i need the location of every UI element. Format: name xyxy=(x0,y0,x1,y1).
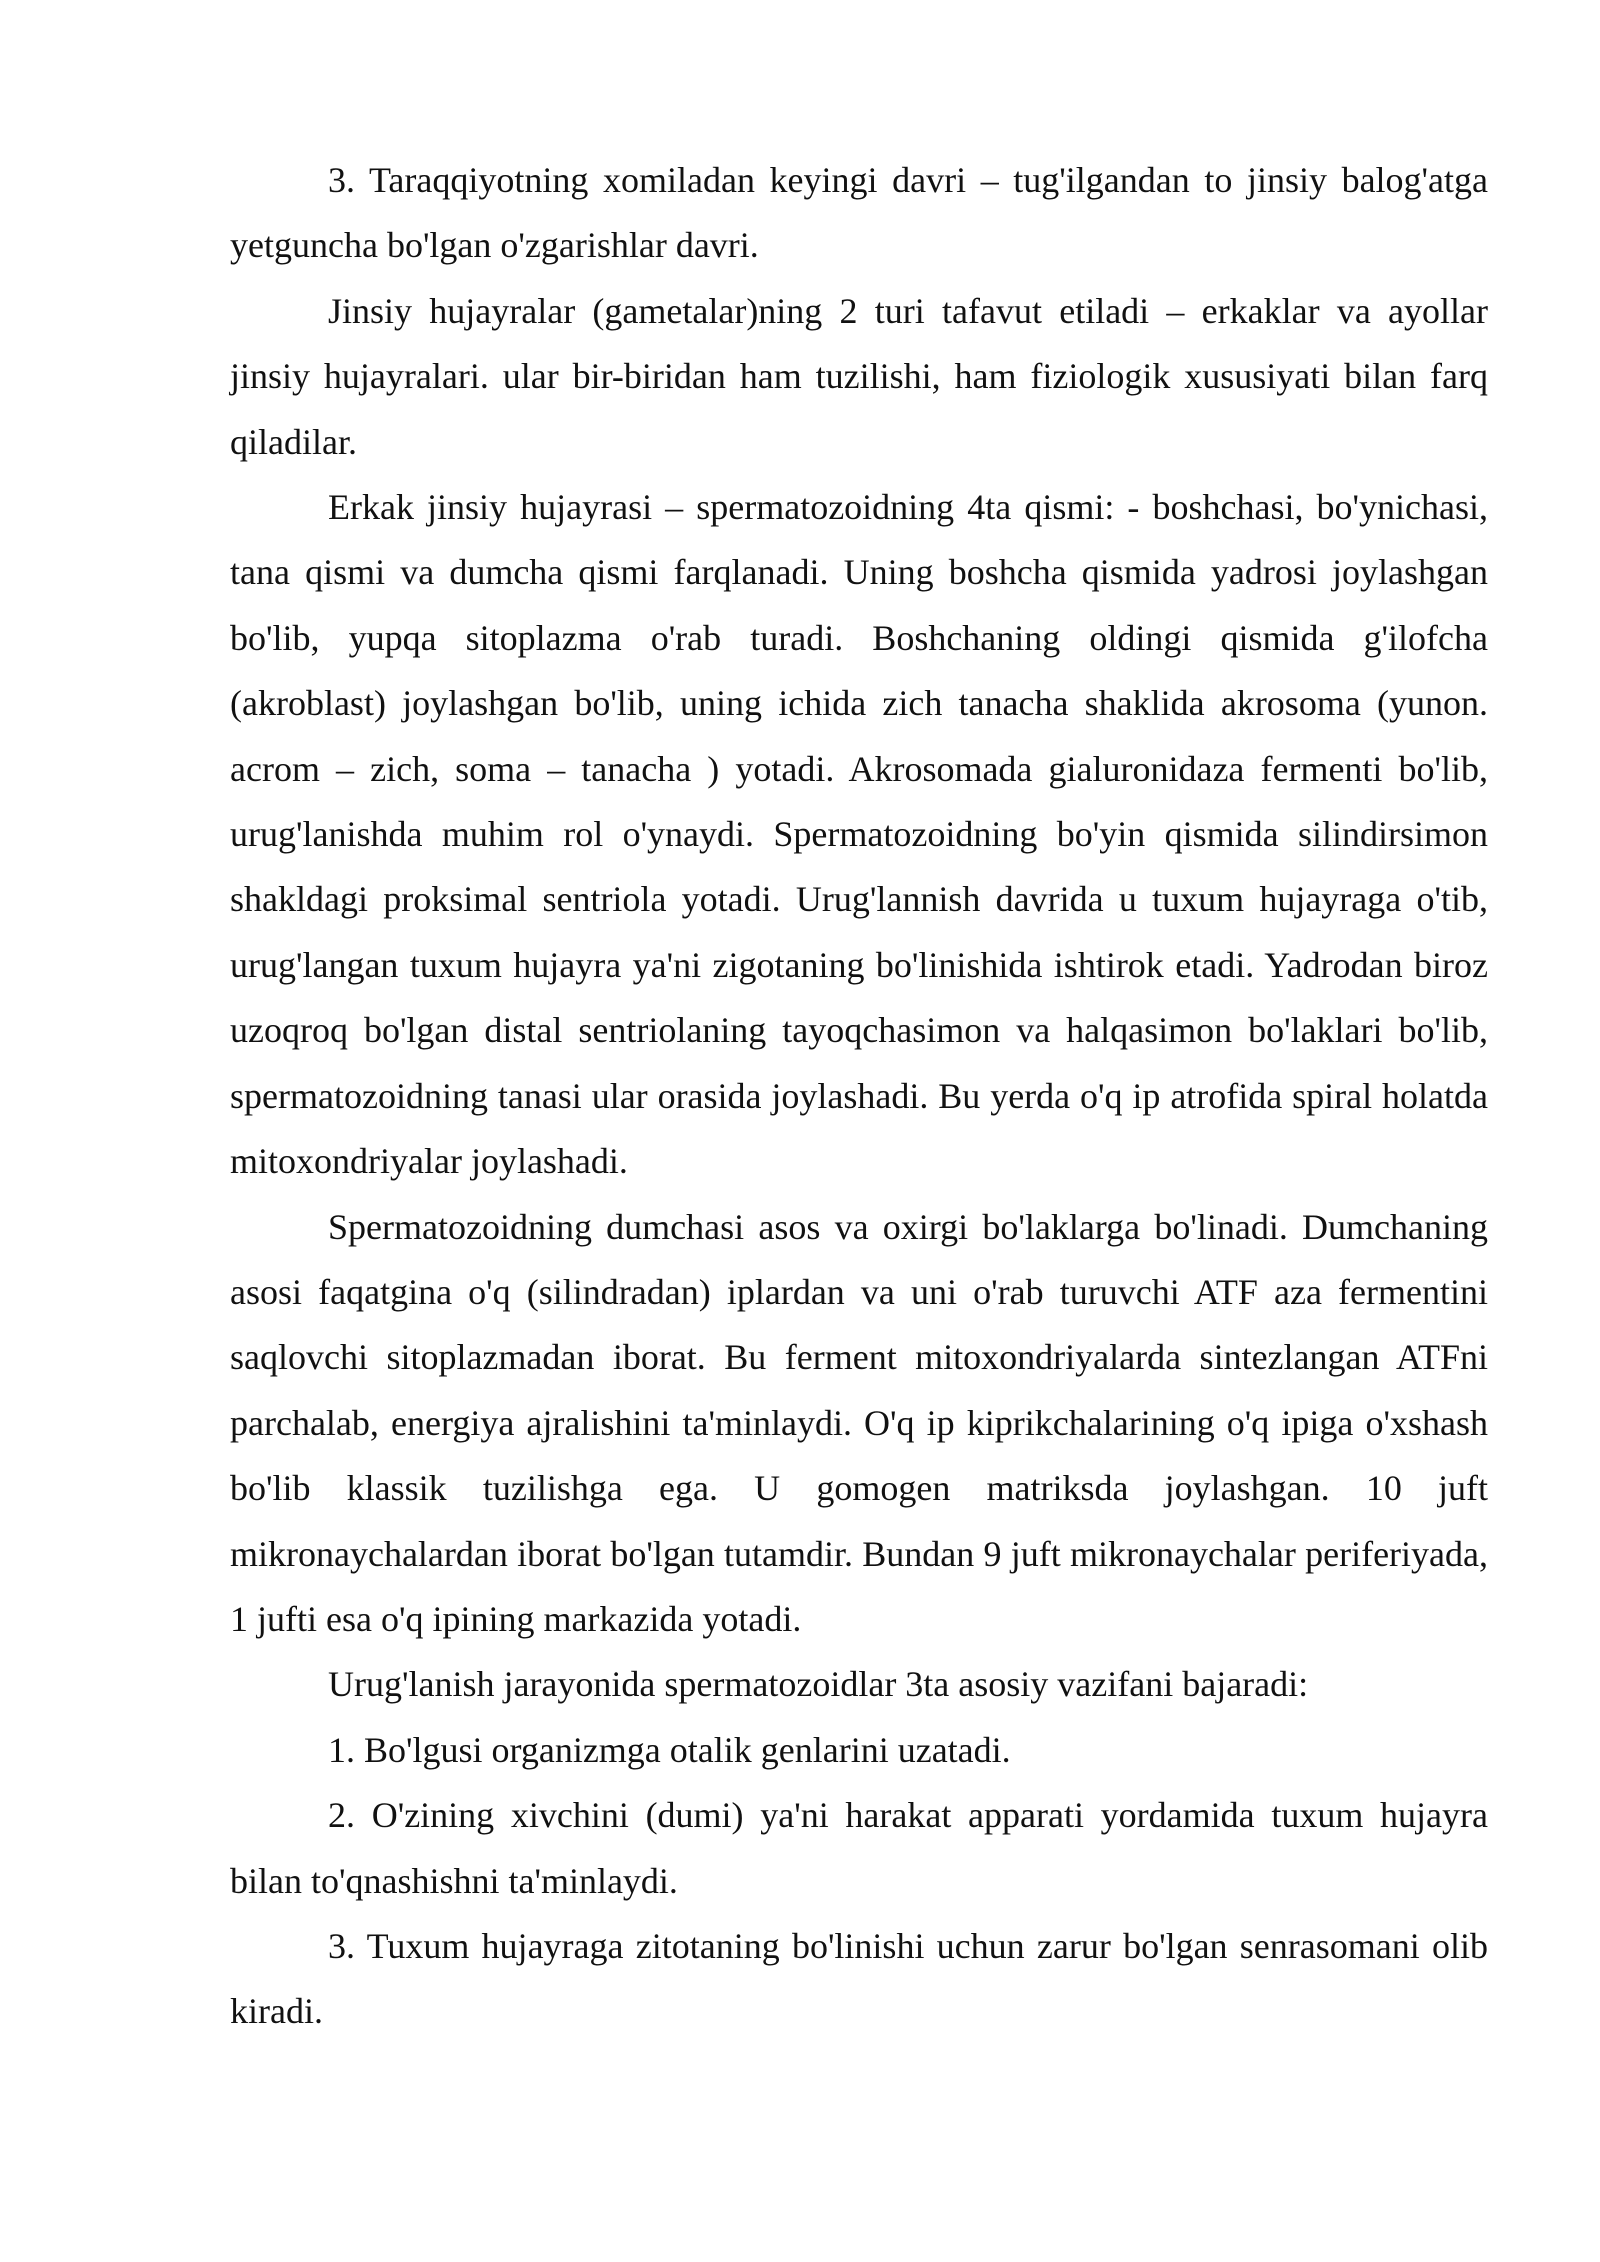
paragraph-sperm-tail: Spermatozoidning dumchasi asos va oxirgi bo'laklarga bo'linadi. Dumchaning asosi faqatgina o'q (silindradan) iplardan va uni o'rab turuvchi ATF aza fermentini saqlovchi sitoplazmadan iborat. Bu ferment mitoxondriyalarda sintezlangan ATFni parchalab, energiya ajralishini ta'minlaydi. O'q ip kiprikchalarining o'q ipiga o'xshash bo'lib klassik tuzilishga ega. U gomogen matriksda joylashgan. 10 juft mikronaychalardan iborat bo'lgan tutamdir. Bundan 9 juft mikronaychalar periferiyada, 1 jufti esa o'q ipining markazida yotadi. xyxy=(230,1206,1488,1639)
document-page xyxy=(230,148,1488,2045)
paragraph-postnatal-period: 3. Taraqqiyotning xomiladan keyingi davri – tug'ilgandan to jinsiy balog'atga yetguncha bo'lgan o'zgarishlar davri. xyxy=(230,160,1488,266)
list-item-function-2: 2. O'zining xivchini (dumi) ya'ni harakat apparati yordamida tuxum hujayra bilan to'qnashishni ta'minlaydi. xyxy=(230,1795,1488,1901)
list-item-function-3: 3. Tuxum hujayraga zitotaning bo'linishi uchun zarur bo'lgan senrasomani olib kiradi. xyxy=(230,1925,1488,2032)
paragraph-fertilization-functions: Urug'lanish jarayonida spermatozoidlar 3ta asosiy vazifani bajaradi: xyxy=(328,1664,1309,1705)
paragraph-sperm-structure: Erkak jinsiy hujayrasi – spermatozoidning 4ta qismi: - boshchasi, bo'ynichasi, tana qismi va dumcha qismi farqlanadi. Uning boshcha qismida yadrosi joylashgan bo'lib, yupqa sitoplazma o'rab turadi. Boshchaning oldingi qismida g'ilofcha (akroblast) joylashgan bo'lib, uning ichida zich tanacha shaklida akrosoma (yunon. acrom – zich, soma – tanacha ) yotadi. Akrosomada gialuronidaza fermenti bo'lib, urug'lanishda muhim rol o'ynaydi. Spermatozoidning bo'yin qismida silindirsimon shakldagi proksimal sentriola yotadi. Urug'lannish davrida u tuxum hujayraga o'tib, urug'langan tuxum hujayra ya'ni zigotaning bo'linishida ishtirok etadi. Yadrodan biroz uzoqroq bo'lgan distal sentriolaning tayoqchasimon va halqasimon bo'laklari bo'lib, spermatozoidning tanasi ular orasida joylashadi. Bu yerda o'q ip atrofida spiral holatda mitoxondriyalar joylashadi. xyxy=(230,487,1488,1182)
paragraph-gamete-types: Jinsiy hujayralar (gametalar)ning 2 turi tafavut etiladi – erkaklar va ayollar jinsiy hujayralari. ular bir-biridan ham tuzilishi, ham fiziologik xususiyati bilan farq qiladilar. xyxy=(230,290,1488,462)
list-item-function-1: 1. Bo'lgusi organizmga otalik genlarini uzatadi. xyxy=(328,1729,1011,1770)
